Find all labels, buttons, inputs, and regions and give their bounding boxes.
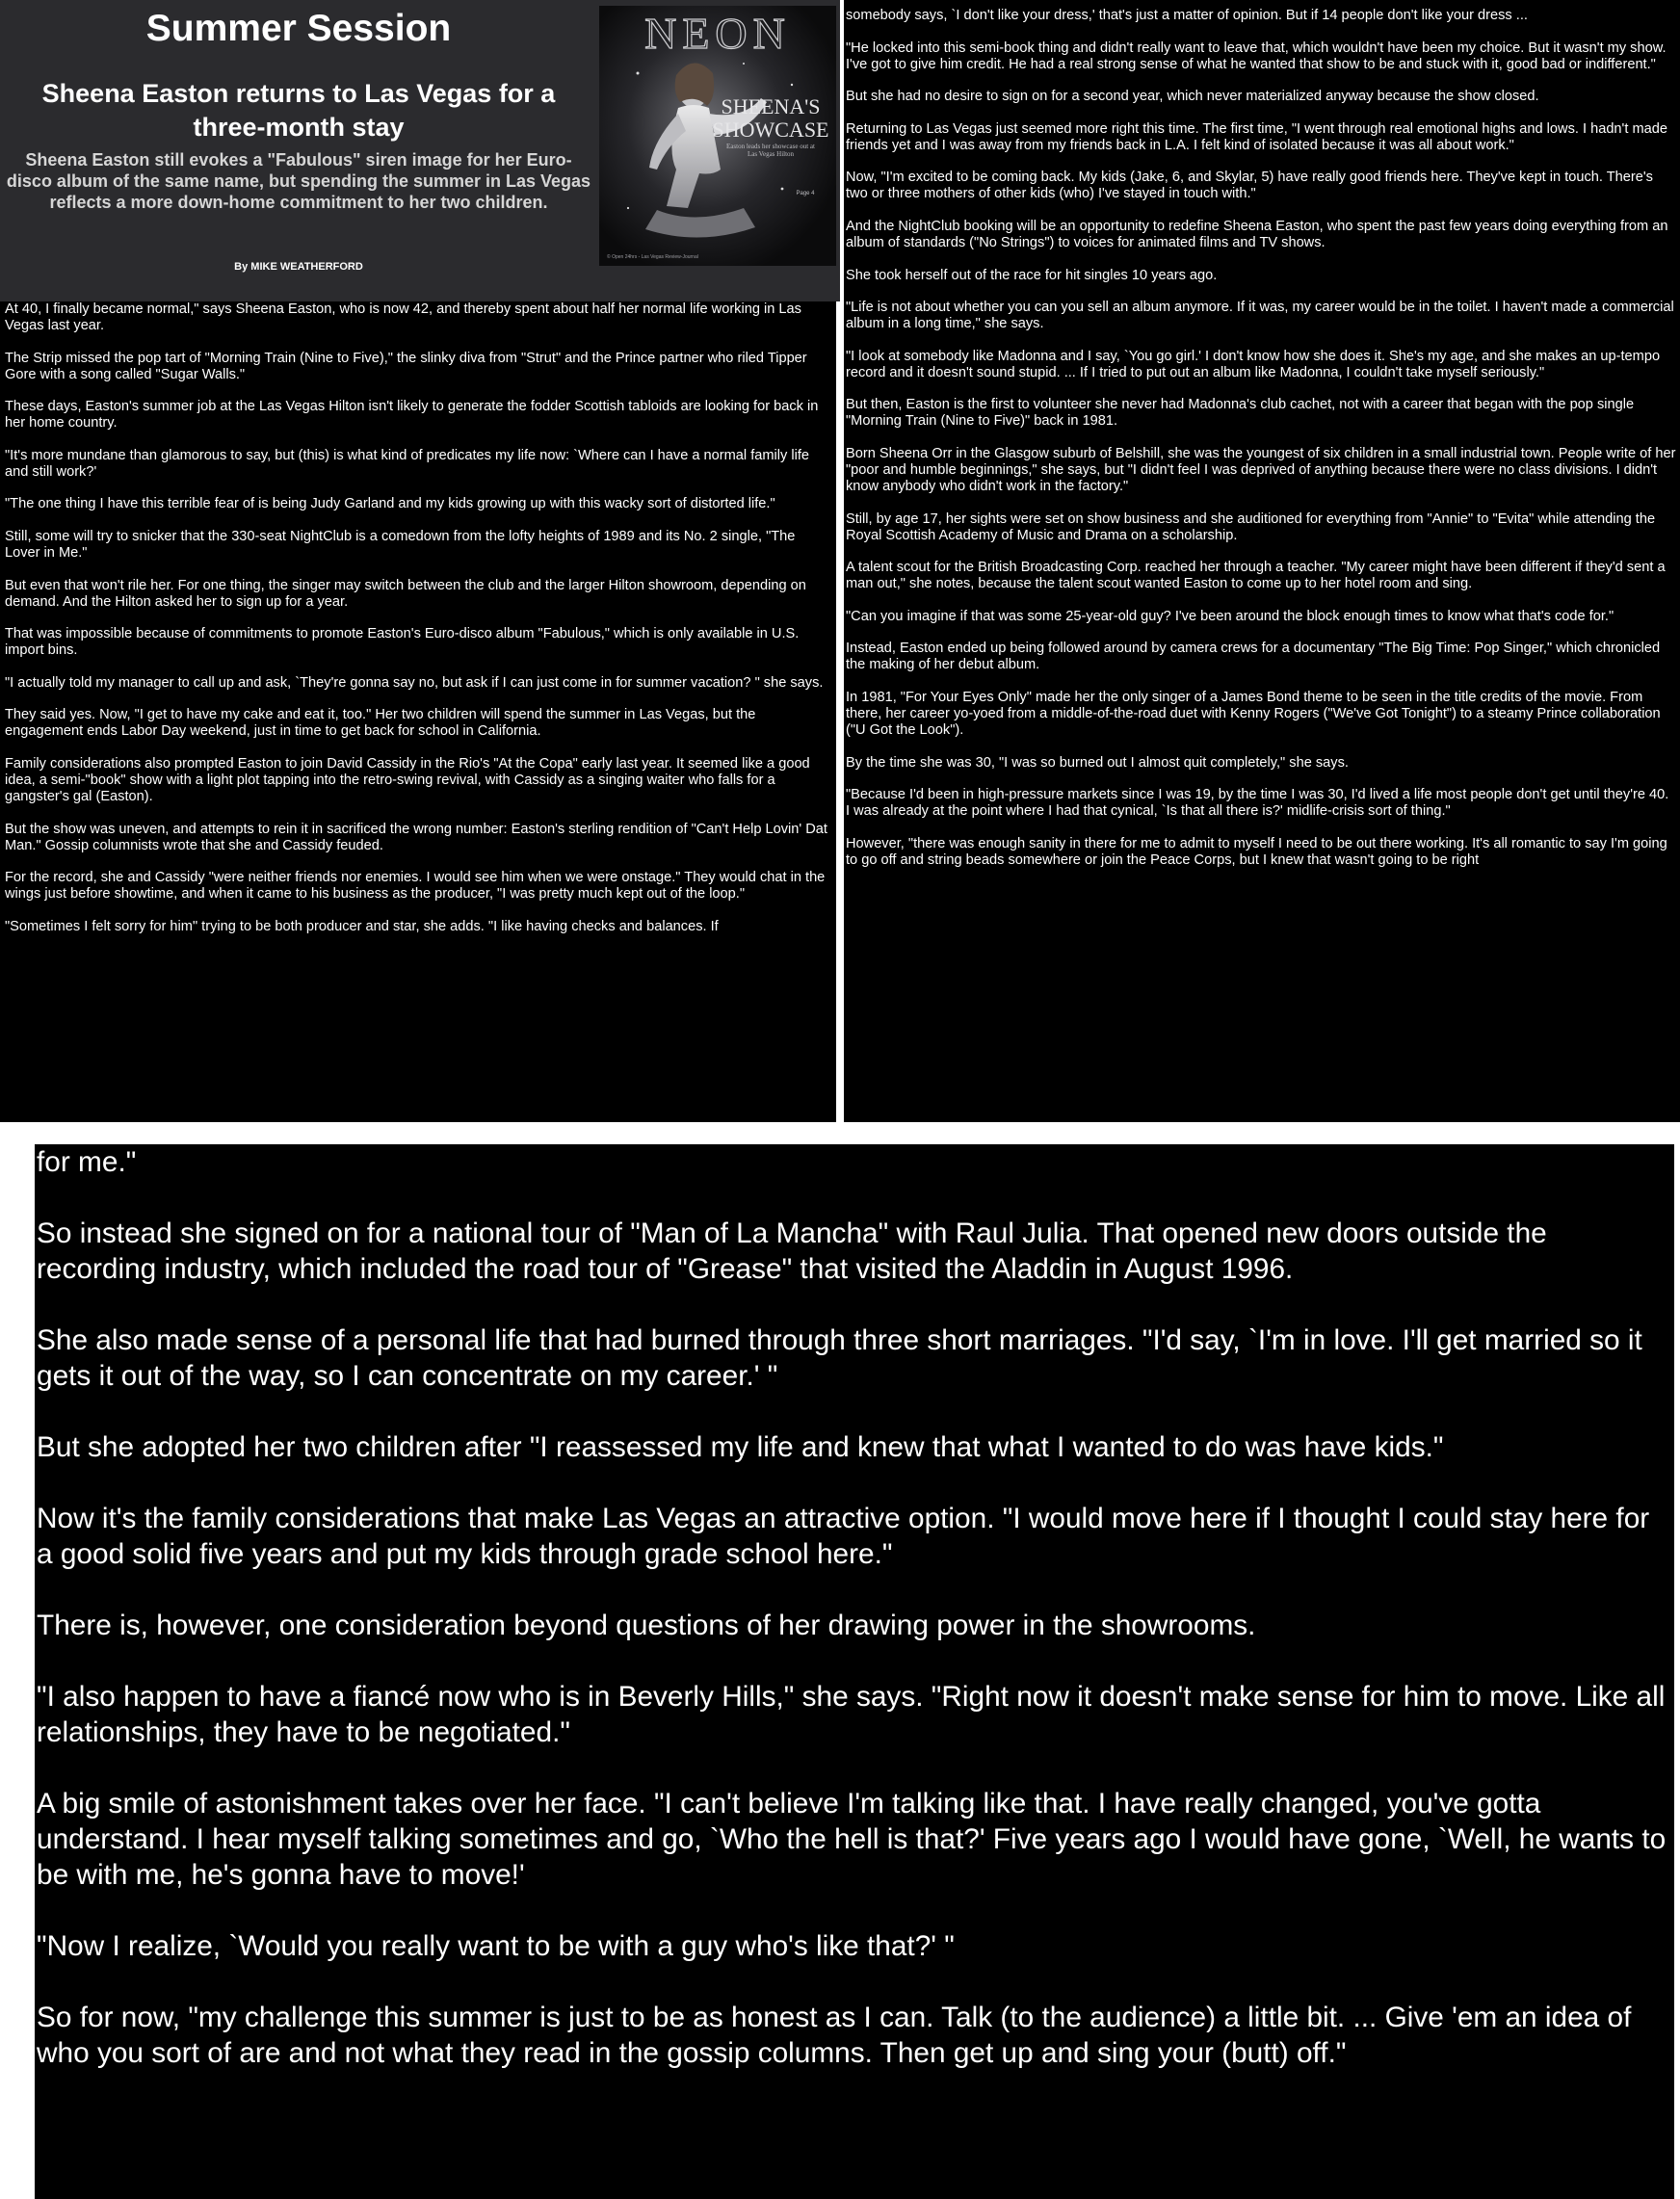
article-paragraph: They said yes. Now, "I get to have my cake and eat it, too." Her two children will spend the summer in Las Vegas, but the engagement ends Labor Day weekend, just in time to get back for school in California. [5,707,756,740]
article-paragraph: Now it's the family considerations that make Las Vegas an attractive option. "I would move here if I thought I could stay here for a good solid five years and put my kids through grade school here." [37,1503,1650,1570]
bottom-section [35,1144,1674,2199]
deck-summary: Sheena Easton still evokes a "Fabulous" siren image for her Euro-disco album of the same name, but spending the summer in Las Vegas reflects a more down-home commitment to her two children. [6,150,591,212]
article-paragraph: Family considerations also prompted Easton to join David Cassidy in the Rio's "At the Copa" early last year. It seemed like a good idea, a semi-"book" show with a light plot tapping into the retro-swing revival, with Cassidy as a singing waiter who falls for a gangster's gal (Easton). [5,755,810,804]
article-paragraph: "Can you imagine if that was some 25-year-old guy? I've been around the block enough times to know what that's code for." [846,608,1614,624]
article-paragraph: But then, Easton is the first to volunteer she never had Madonna's club cachet, not with a career that began with the pop single "Morning Train (Nine to Five)" back in 1981. [846,397,1635,430]
section-title: Summer Session [145,8,452,49]
article-paragraph: These days, Easton's summer job at the Las Vegas Hilton isn't likely to generate the fodder Scottish tabloids are looking for back in her home country. [5,399,819,432]
article-paragraph: for me." [37,1146,137,1178]
article-paragraph: Returning to Las Vegas just seemed more right this time. The first time, "I went through real emotional highs and lows. I hadn't made friends yet and I was away from my friends back in L.A. I felt kind of isolated because it was all about work." [846,120,1667,153]
article-paragraph: That was impossible because of commitments to promote Easton's Euro-disco album "Fabulous," which is only available in U.S. import bins. [5,626,800,659]
article-paragraph: "Because I'd been in high-pressure markets since I was 19, by the time I was 30, I'd lived a life most people don't get until they're 40. I was already at the point where I had that cynical, `Is that all there is?' midlife-crisis sort of thing." [846,787,1669,820]
magazine-cover-image [599,6,836,266]
article-paragraph: However, "there was enough sanity in there for me to admit to myself I need to be out there working. It's all romantic to say I'm going to go off and string beads somewhere or join the Peace Corps, but I knew that wasn't going to be right [846,835,1667,868]
left-column [0,301,836,1122]
article-paragraph: In 1981, "For Your Eyes Only" made her the only singer of a James Bond theme to be seen in the title credits of the movie. From there, her career yo-yoed from a middle-of-the-road duet with Kenny Rogers ("We've Got Tonight") to a steamy Prince collaboration ("U Got the Look"). [846,689,1661,738]
article-paragraph: Still, by age 17, her sights were set on show business and she auditioned for everything from "Annie" to "Evita" while attending the Royal Scottish Academy of Music and Drama on a scholarship. [846,510,1656,543]
article-paragraph: At 40, I finally became normal," says Sheena Easton, who is now 42, and thereby spent about half her normal life working in Las Vegas last year. [5,301,801,333]
byline: By MIKE WEATHERFORD [234,261,363,273]
cover-title-line2: SHOWCASE [712,118,829,142]
article-paragraph: But she had no desire to sign on for a second year, which never materialized anyway because the show closed. [846,89,1539,105]
cover-page-tag: Page 4 [796,191,815,196]
article-paragraph: "Sometimes I felt sorry for him" trying to be both producer and star, she adds. "I like having checks and balances. If [5,918,719,934]
article-paragraph: "The one thing I have this terrible fear of is being Judy Garland and my kids growing up with this wacky sort of distorted life." [5,496,775,512]
article-paragraph: A big smile of astonishment takes over her face. "I can't believe I'm talking like that. I have really changed, you've gotta understand. I hear myself talking sometimes and go, `Who the hell is that?' Five years ago I would have gone, `Well, he wants to be with me, he's gonna have to move!' [37,1788,1667,1891]
headline: Sheena Easton returns to Las Vegas for a three-month stay [41,79,556,142]
article-paragraph: By the time she was 30, "I was so burned out I almost quit completely," she says. [846,754,1349,771]
article-paragraph: She also made sense of a personal life that had burned through three short marriages. "I'd say, `I'm in love. I'll get married so it gets it out of the way, so I can concentrate on my career.' " [37,1324,1642,1392]
cover-title-line1: SHEENA'S [721,94,821,118]
right-column [844,0,1680,1122]
cover-subtitle: Easton leads her showcase out at Las Vegas Hilton [726,143,815,158]
article-paragraph: "It's more mundane than glamorous to say, but (this) is what kind of predicates my life now: `Where can I have a normal family life and still work?' [5,447,810,480]
article-paragraph: Born Sheena Orr in the Glasgow suburb of Belshill, she was the youngest of six children in a small industrial town. People write of her "poor and humble beginnings," she says, but "I didn't feel I was deprived of anything because there were no class divisions. I didn't know anybody who didn't work in the factory." [846,445,1676,494]
article-paragraph: The Strip missed the pop tart of "Morning Train (Nine to Five)," the slinky diva from "Strut" and the Prince partner who riled Tipper Gore with a song called "Sugar Walls." [5,350,807,382]
article-paragraph: Now, "I'm excited to be coming back. My kids (Jake, 6, and Skylar, 5) have really good friends here. They've kept in touch. There's two or three mothers of other kids (who) I've stayed in touch with." [846,170,1653,202]
cover-masthead: NEON [644,9,791,58]
article-paragraph: Still, some will try to snicker that the 330-seat NightClub is a comedown from the lofty heights of 1989 and its No. 2 single, "The Lover in Me." [5,528,796,561]
article-paragraph: "I actually told my manager to call up and ask, `They're gonna say no, but ask if I can just come in for summer vacation? " she says. [5,674,824,691]
article-paragraph: So for now, "my challenge this summer is just to be as honest as I can. Talk (to the audience) a little bit. ... Give 'em an idea of who you sort of are and not what they read in the gossip columns. Then get up and sing your (butt) off." [37,2002,1632,2069]
article-paragraph: And the NightClub booking will be an opportunity to redefine Sheena Easton, who spent the past few years doing everything from an album of standards ("No Strings") to voices for animated films and TV shows. [846,218,1668,250]
article-paragraph: But she adopted her two children after "I reassessed my life and knew that what I wanted to do was have kids." [37,1431,1444,1463]
article-paragraph: "He locked into this semi-book thing and didn't really want to leave that, which wouldn't have been my choice. But it wasn't my show. I've got to give him credit. He had a real strong sense of what he wanted that show to be and stuck with it, good bad or indifferent." [846,39,1667,72]
article-paragraph: somebody says, `I don't like your dress,' that's just a matter of opinion. But if 14 people don't like your dress ... [846,8,1528,23]
article-paragraph: But even that won't rile her. For one thing, the singer may switch between the club and the larger Hilton showroom, depending on demand. And the Hilton asked her to sign up for a year. [5,577,806,610]
article-paragraph: "Life is not about whether you can you sell an album anymore. If it was, my career would be in the toilet. I haven't made a commercial album in a long time," she says. [846,300,1674,332]
article-paragraph: But the show was uneven, and attempts to rein it in sacrificed the wrong number: Easton's sterling rendition of "Can't Help Lovin' Dat Man." Gossip columnists wrote that she and Cassidy feuded. [5,821,827,853]
article-paragraph: "I look at somebody like Madonna and I say, `You go girl.' I don't know how she does it. She's my age, and she makes an up-tempo record and it doesn't sound stupid. ... If I tried to put out an album like Madonna, I couldn't take myself seriously." [846,348,1661,380]
article-paragraph: For the record, she and Cassidy "were neither friends nor enemies. I would see him when we were onstage." They would chat in the wings just before showtime, and when it came to his business as the producer, "I was pretty much kept out of the loop." [5,870,826,903]
article-paragraph: "I also happen to have a fiancé now who is in Beverly Hills," she says. "Right now it doesn't make sense for him to move. Like all relationships, they have to be negotiated." [37,1681,1666,1748]
article-header [0,0,840,301]
article-paragraph: Instead, Easton ended up being followed around by camera crews for a documentary "The Big Time: Pop Singer," which chronicled the making of her debut album. [846,641,1661,673]
cover-illustration [599,6,836,266]
article-paragraph: A talent scout for the British Broadcasting Corp. reached her through a teacher. "My career might have been different if they'd sent a man out," she notes, because the talent scout wanted Easton to come up to her hotel room and sing. [846,560,1666,592]
article-paragraph: There is, however, one consideration beyond questions of her drawing power in the showrooms. [37,1610,1256,1641]
article-paragraph: She took herself out of the race for hit singles 10 years ago. [846,267,1218,283]
article-paragraph: "Now I realize, `Would you really want to be with a guy who's like that?' " [37,1930,955,1962]
cover-footer-text: © Open 24hrs - Las Vegas Review-Journal [607,254,698,260]
article-paragraph: So instead she signed on for a national tour of "Man of La Mancha" with Raul Julia. That opened new doors outside the recording industry, which included the road tour of "Grease" that visited the Aladdin in August 1996. [37,1217,1547,1285]
